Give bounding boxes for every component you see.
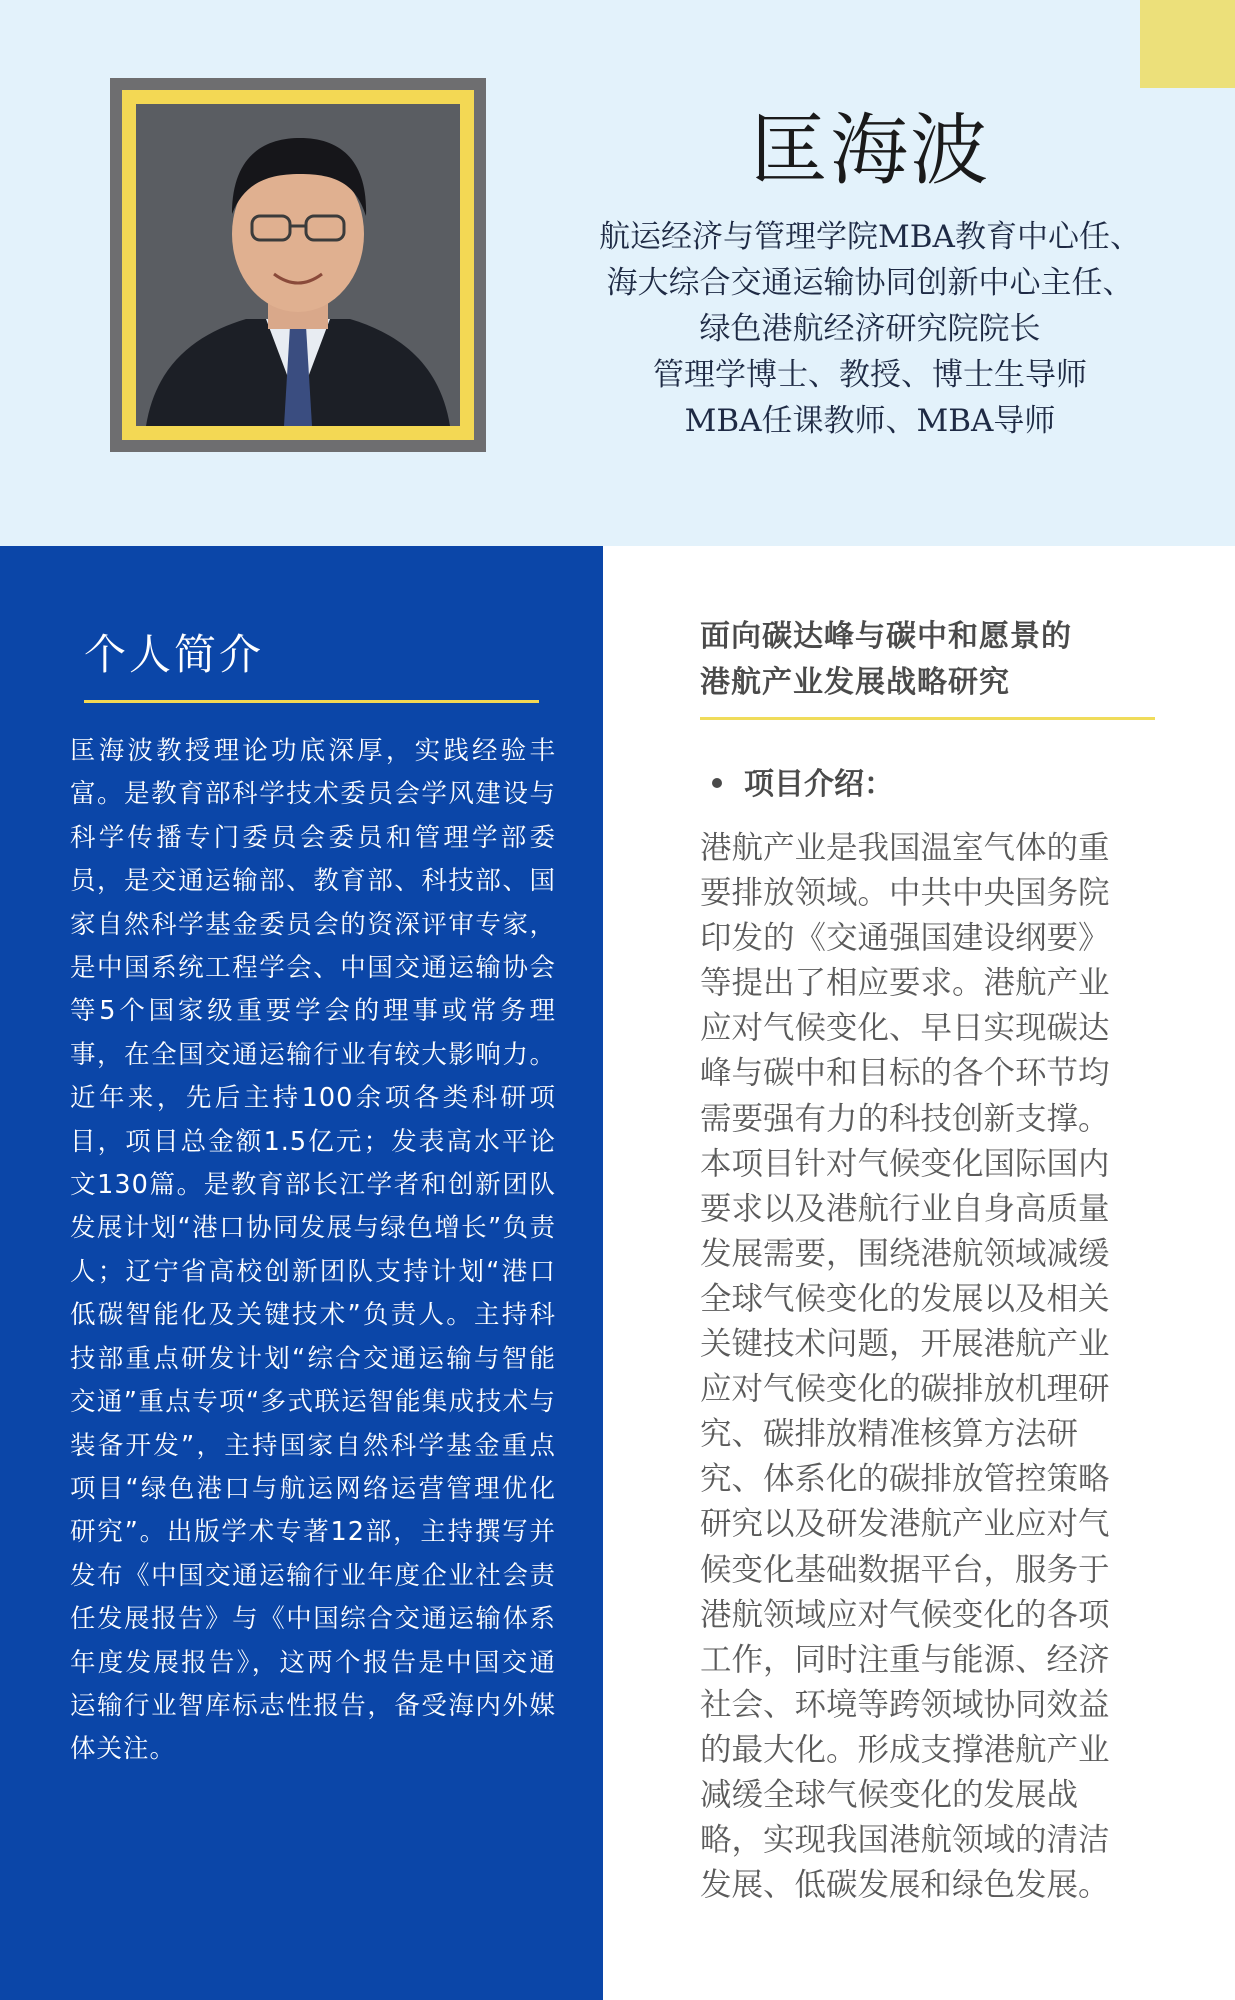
project-title [700,614,1180,706]
portrait-illustration [136,104,460,426]
corner-accent [1140,0,1235,88]
project-description-line: 究、体系化的碳排放管控策略 [700,1461,1110,1498]
project-description-line: 候变化基础数据平台，服务于 [700,1551,1110,1588]
project-description-line: 略，实现我国港航领域的清洁 [700,1822,1110,1859]
project-description [700,826,1138,1908]
project-description-line: 要求以及港航行业自身高质量 [700,1190,1110,1227]
title-line: MBA任课教师、MBA导师 [684,403,1056,439]
bio-heading-underline [84,700,539,703]
title-line: 管理学博士、教授、博士生导师 [653,357,1087,393]
project-description-line: 研究以及研发港航产业应对气 [700,1506,1110,1543]
person-titles [560,214,1180,444]
project-description-line: 港航领域应对气候变化的各项 [700,1596,1110,1633]
project-subheading [712,762,894,808]
portrait-photo [136,104,460,426]
project-description-line: 需要强有力的科技创新支撑。 [700,1100,1110,1137]
project-description-line: 社会、环境等跨领域协同效益 [700,1686,1110,1723]
project-title-underline [700,717,1155,720]
project-description-line: 究、碳排放精准核算方法研 [700,1416,1079,1453]
person-name: 匡海波 [749,106,990,196]
project-title-line: 港航产业发展战略研究 [700,665,1010,700]
project-description-line: 应对气候变化、早日实现碳达 [700,1010,1110,1047]
project-description-line: 要排放领域。中共中央国务院 [700,875,1110,912]
portrait-border [122,90,474,440]
project-description-line: 应对气候变化的碳排放机理研 [700,1371,1110,1408]
project-description-line: 峰与碳中和目标的各个环节均 [700,1055,1110,1092]
project-description-line: 减缓全球气候变化的发展战 [700,1776,1079,1813]
project-description-line: 发展、低碳发展和绿色发展。 [700,1867,1110,1904]
bullet-icon [712,778,722,788]
project-description-line: 等提出了相应要求。港航产业 [700,965,1110,1002]
project-title-line: 面向碳达峰与碳中和愿景的 [700,619,1072,654]
project-description-line: 关键技术问题，开展港航产业 [700,1326,1110,1363]
project-description-line: 印发的《交通强国建设纲要》 [700,920,1110,957]
bio-heading: 个人简介 [84,630,265,679]
project-description-line: 的最大化。形成支撑港航产业 [700,1731,1110,1768]
project-description-line: 工作，同时注重与能源、经济 [700,1641,1110,1678]
project-subheading-label: 项目介绍： [744,767,894,802]
project-description-line: 全球气候变化的发展以及相关 [700,1280,1110,1317]
portrait-frame [110,78,486,452]
project-description-line: 本项目针对气候变化国际国内 [700,1145,1110,1182]
project-description-line: 发展需要，围绕港航领域减缓 [700,1235,1110,1272]
title-line: 绿色港航经济研究院院长 [699,311,1041,347]
title-line: 航运经济与管理学院MBA教育中心任、 [599,219,1141,255]
project-description-line: 港航产业是我国温室气体的重 [700,830,1110,866]
bio-text: 匡海波教授理论功底深厚，实践经验丰富。是教育部科学技术委员会学风建设与科学传播专门委员会委员和管理学部委员，是交通运输部、教育部、科技部、国家自然科学基金委员会的资深评审专家，是中国系统工程学会、中国交通运输协会等5个国家级重要学会的理事或常务理事，在全国交通运输行业有较大影响力。近年来，先后主持100余项各类科研项目，项目总金额1.5亿元；发表高水平论文130篇。是教育部长江学者和创新团队发展计划“港口协同发展与绿色增长”负责人；辽宁省高校创新团队支持计划“港口低碳智能化及关键技术”负责人。主持科技部重点研发计划“综合交通运输与智能交通”重点专项“多式联运智能集成技术与装备开发”，主持国家自然科学基金重点项目“绿色港口与航运网络运营管理优化研究”。出版学术专著12部，主持撰写并发布《中国交通运输行业年度企业社会责任发展报告》与《中国综合交通运输体系年度发展报告》，这两个报告是中国交通运输行业智库标志性报告，备受海内外媒体关注。 [70,736,556,1765]
title-line: 海大综合交通运输协同创新中心主任、 [606,265,1134,301]
